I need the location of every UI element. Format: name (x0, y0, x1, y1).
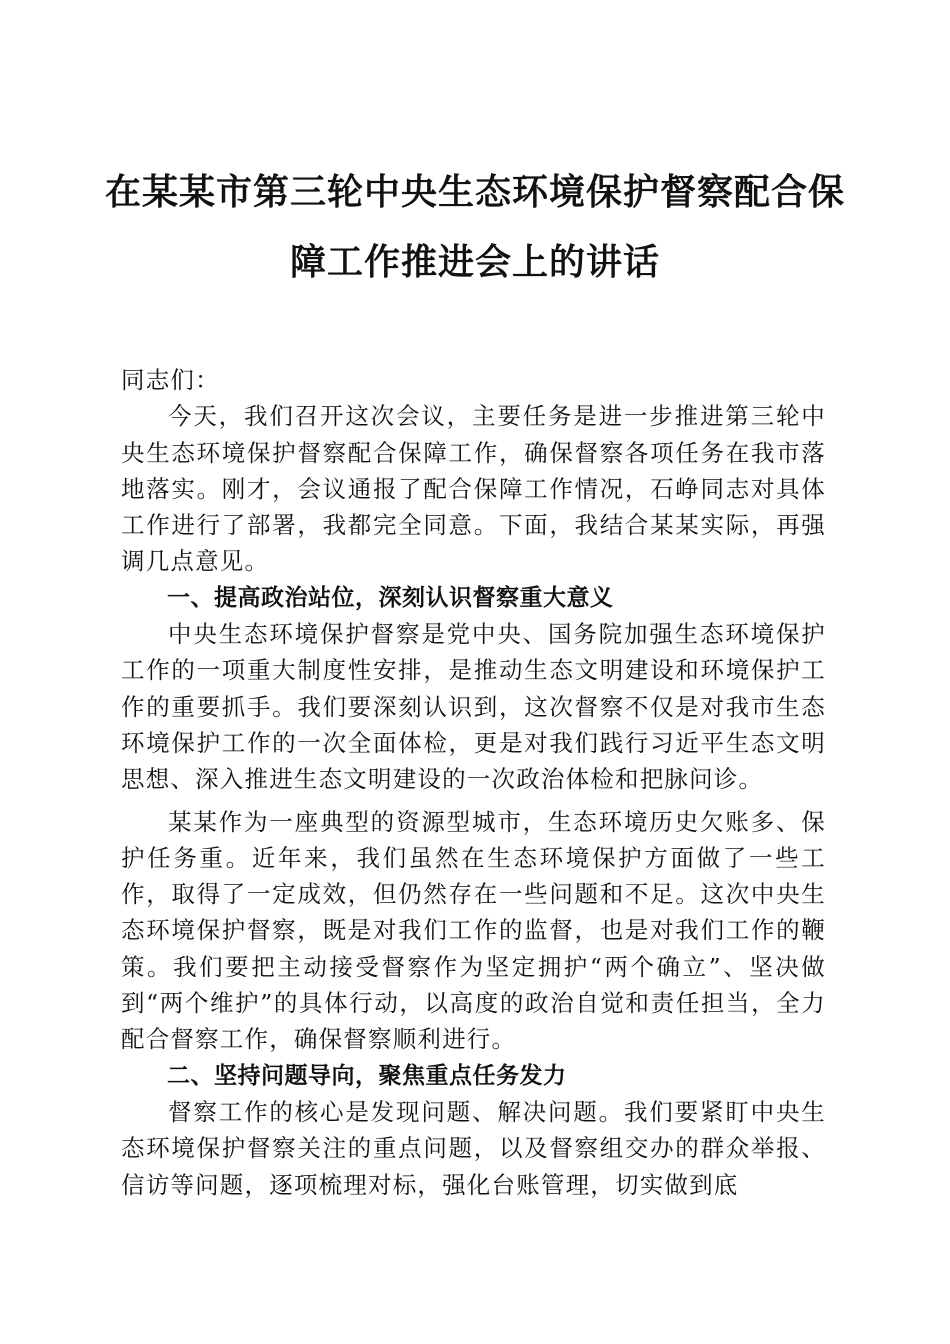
salutation: 同志们： (121, 366, 220, 394)
document-body (121, 362, 826, 1203)
document-title-line-1: 在某某市第三轮中央生态环境保护督察配合保 (104, 171, 845, 213)
section-heading-1: 一、提高政治站位，深刻认识督察重大意义 (167, 584, 614, 611)
paragraph-4: 督察工作的核心是发现问题、解决问题。我们要紧盯中央生态环境保护督察关注的重点问题，以及督察组交办的群众举报、信访等问题，逐项梳理对标，强化台账管理，切实做到底 (121, 1097, 826, 1199)
document-title-line-2: 障工作推进会上的讲话 (289, 241, 660, 283)
paragraph-2: 中央生态环境保护督察是党中央、国务院加强生态环境保护工作的一项重大制度性安排，是推动生态文明建设和环境保护工作的重要抓手。我们要深刻认识到，这次督察不仅是对我市生态环境保护工作的一次全面体检，更是对我们践行习近平生态文明思想、深入推进生态文明建设的一次政治体检和把脉问诊。 (121, 620, 826, 794)
section-heading-2: 二、坚持问题导向，聚焦重点任务发力 (167, 1062, 567, 1089)
paragraph-1: 今天，我们召开这次会议，主要任务是进一步推进第三轮中央生态环境保护督察配合保障工作，确保督察各项任务在我市落地落实。刚才，会议通报了配合保障工作情况，石峥同志对具体工作进行了部署，我都完全同意。下面，我结合某某实际，再强调几点意见。 (121, 402, 826, 576)
paragraph-3: 某某作为一座典型的资源型城市，生态环境历史欠账多、保护任务重。近年来，我们虽然在生态环境保护方面做了一些工作，取得了一定成效，但仍然存在一些问题和不足。这次中央生态环境保护督察，既是对我们工作的监督，也是对我们工作的鞭策。我们要把主动接受督察作为坚定拥护“两个确立”、坚决做到“两个维护”的具体行动，以高度的政治自觉和责任担当，全力配合督察工作，确保督察顺利进行。 (121, 807, 826, 1054)
